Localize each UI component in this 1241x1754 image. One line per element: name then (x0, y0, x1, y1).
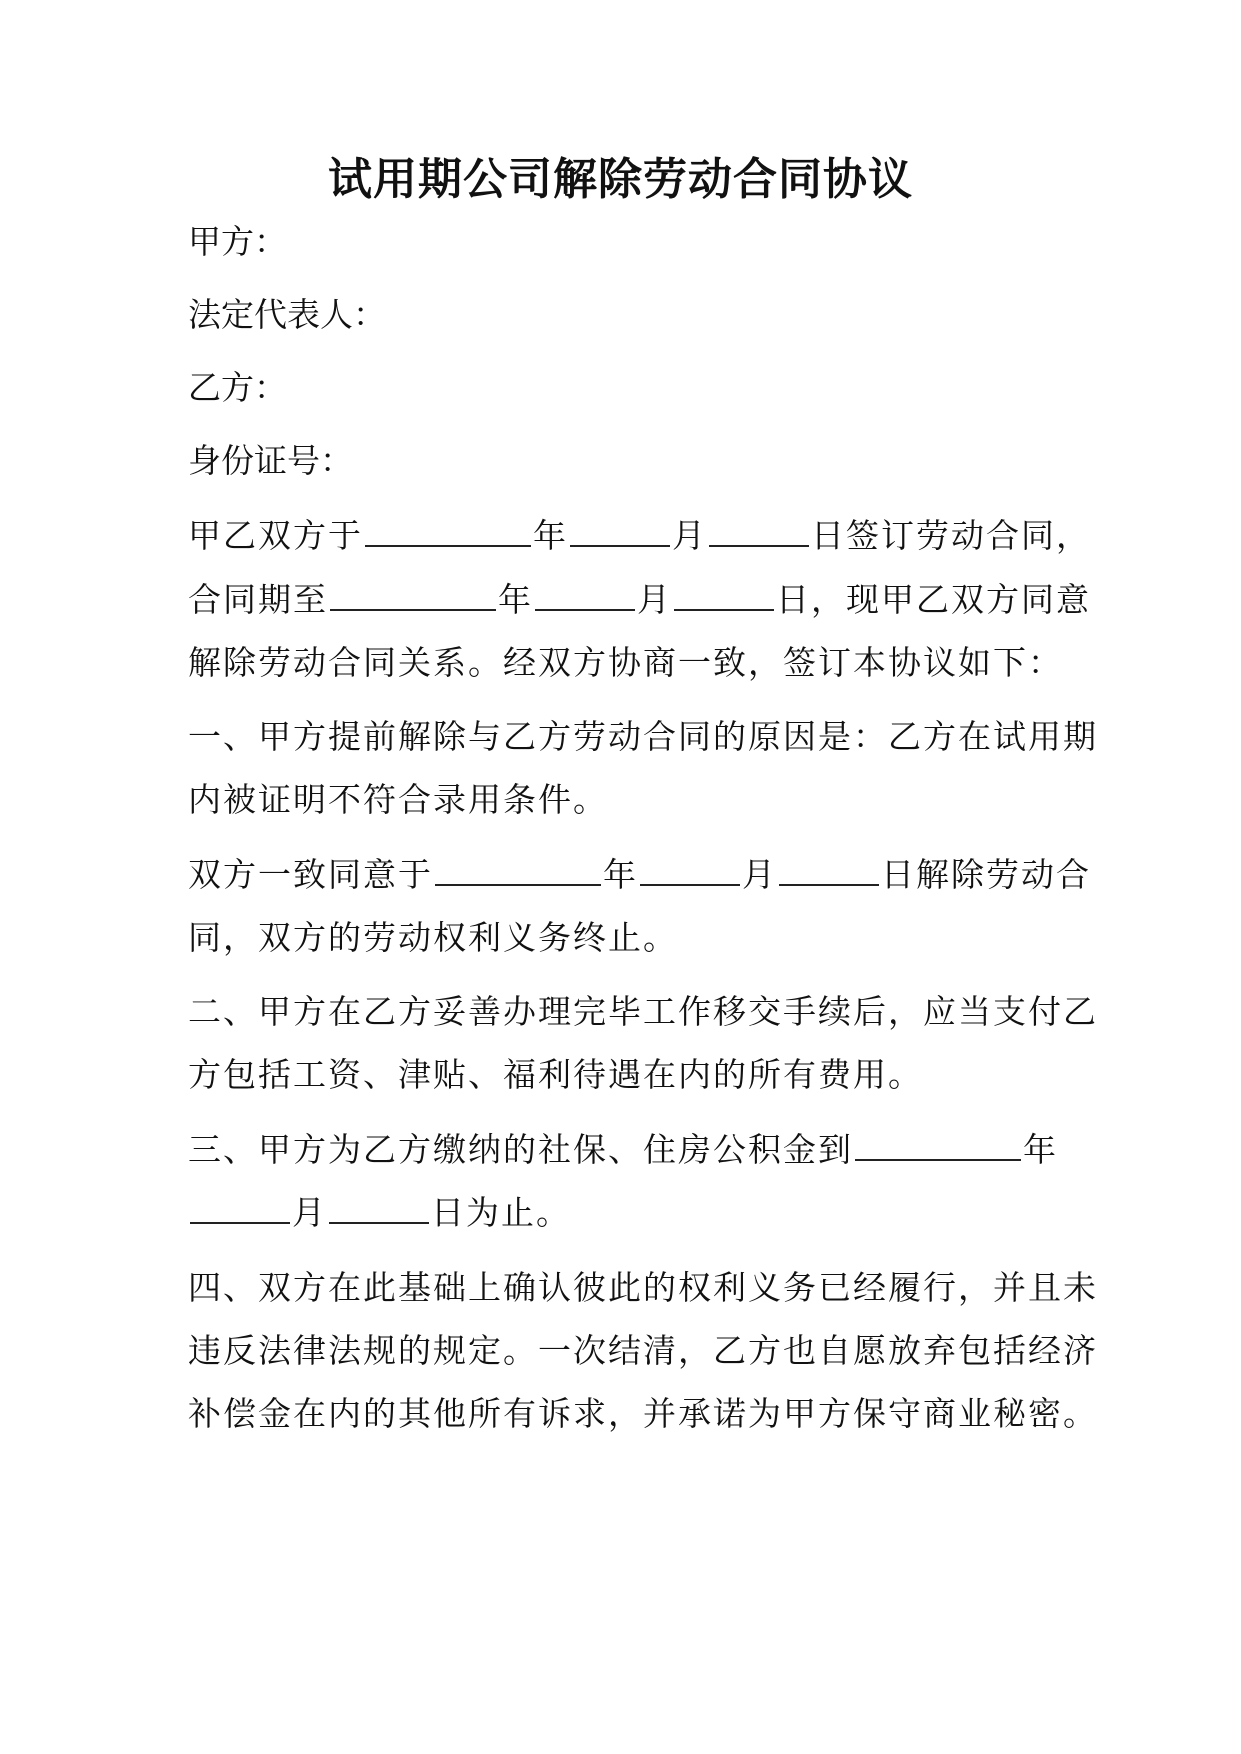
id-number-label: 身份证号： (188, 441, 353, 480)
day-blank[interactable] (674, 581, 774, 611)
year-blank[interactable] (330, 581, 496, 611)
month-blank[interactable] (570, 517, 670, 547)
intro-line-1 (188, 516, 1091, 556)
intro-text: 日，现甲乙双方同意 (776, 580, 1091, 619)
year-unit: 年 (603, 855, 638, 894)
clause-3-text: 日为止。 (431, 1193, 571, 1232)
month-unit: 月 (672, 516, 707, 555)
clause-3-line-2 (188, 1193, 571, 1233)
clause-1-line-1: 一、甲方提前解除与乙方劳动合同的原因是：乙方在试用期 (188, 717, 1098, 756)
year-blank[interactable] (435, 856, 601, 886)
clause-4-line-1: 四、双方在此基础上确认彼此的权利义务已经履行，并且未 (188, 1268, 1098, 1307)
agreement-text: 日解除劳动合 (881, 855, 1091, 894)
clause-1-line-2: 内被证明不符合录用条件。 (188, 780, 608, 819)
clause-3-line-1 (188, 1130, 1058, 1170)
termination-date-line-1 (188, 855, 1091, 895)
intro-line-2 (188, 580, 1091, 620)
clause-4-line-2: 违反法律法规的规定。一次结清，乙方也自愿放弃包括经济 (188, 1331, 1098, 1370)
clause-3-text: 三、甲方为乙方缴纳的社保、住房公积金到 (188, 1130, 853, 1169)
party-a-label: 甲方： (188, 222, 287, 261)
clause-2-line-1: 二、甲方在乙方妥善办理完毕工作移交手续后，应当支付乙 (188, 992, 1098, 1031)
clause-4-line-3: 补偿金在内的其他所有诉求，并承诺为甲方保守商业秘密。 (188, 1394, 1098, 1433)
agreement-text: 双方一致同意于 (188, 855, 433, 894)
day-blank[interactable] (329, 1194, 429, 1224)
year-unit: 年 (533, 516, 568, 555)
day-blank[interactable] (709, 517, 809, 547)
legal-representative-label: 法定代表人： (188, 295, 386, 334)
intro-text: 甲乙双方于 (188, 516, 363, 555)
party-b-label: 乙方： (188, 368, 287, 407)
year-unit: 年 (1023, 1130, 1058, 1169)
month-blank[interactable] (535, 581, 635, 611)
month-blank[interactable] (190, 1194, 290, 1224)
day-blank[interactable] (779, 856, 879, 886)
month-blank[interactable] (640, 856, 740, 886)
termination-date-line-2: 同，双方的劳动权利义务终止。 (188, 918, 678, 957)
month-unit: 月 (637, 580, 672, 619)
year-blank[interactable] (855, 1131, 1021, 1161)
month-unit: 月 (292, 1193, 327, 1232)
year-blank[interactable] (365, 517, 531, 547)
document-title: 试用期公司解除劳动合同协议 (328, 154, 913, 205)
year-unit: 年 (498, 580, 533, 619)
clause-2-line-2: 方包括工资、津贴、福利待遇在内的所有费用。 (188, 1055, 923, 1094)
intro-text: 日签订劳动合同， (811, 516, 1091, 555)
intro-line-3: 解除劳动合同关系。经双方协商一致，签订本协议如下： (188, 643, 1063, 682)
intro-text: 合同期至 (188, 580, 328, 619)
month-unit: 月 (742, 855, 777, 894)
